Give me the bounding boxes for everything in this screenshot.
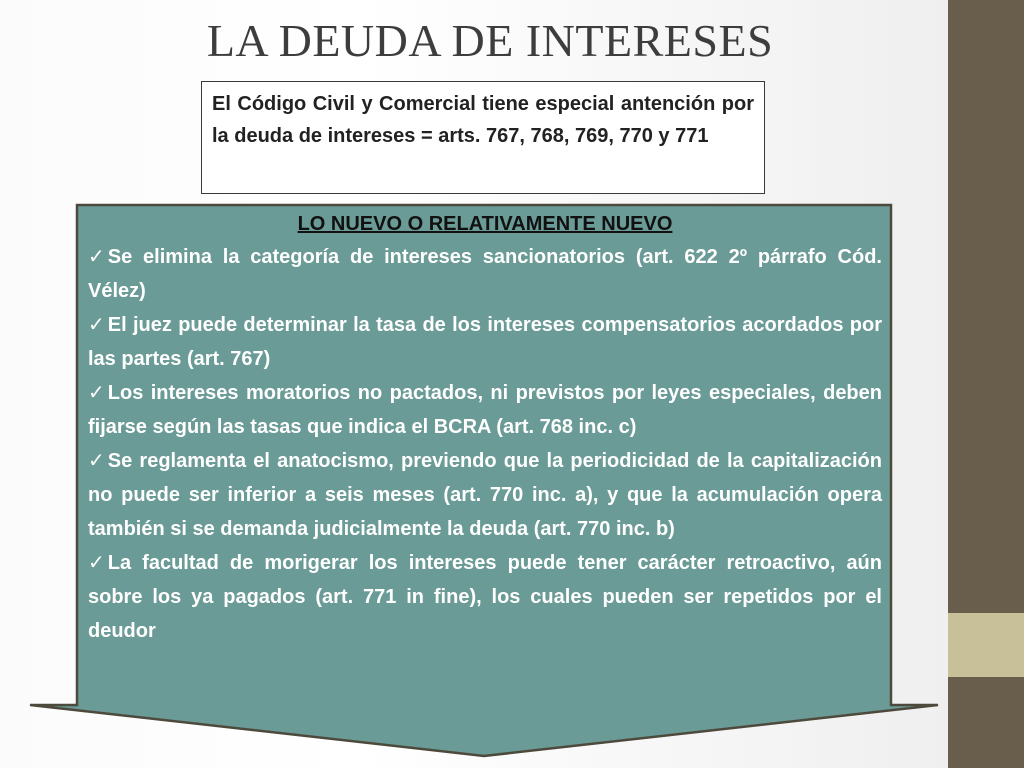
check-icon: ✓ [88,314,105,336]
list-item-text: Se reglamenta el anatocismo, previendo que la periodicidad de la capitalización no puede ser inferior a seis meses (art. 770 inc. a), y que la acumulación opera también si se demanda judicialmente la deuda (art. 770 inc. b) [88,450,882,540]
list-item [88,546,882,648]
section-heading: LO NUEVO O RELATIVAMENTE NUEVO [297,213,673,235]
list-item-text: La facultad de morigerar los intereses puede tener carácter retroactivo, aún sobre los ya pagados (art. 771 in fine), los cuales pueden ser repetidos por el deudor [88,552,882,642]
page-title: LA DEUDA DE INTERESES [206,15,774,66]
check-icon: ✓ [88,246,105,268]
check-icon: ✓ [88,382,105,404]
bullet-list [88,240,882,648]
intro-text: El Código Civil y Comercial tiene especial antención por la deuda de intereses = arts. 767, 768, 769, 770 y 771 [212,93,754,147]
check-icon: ✓ [88,450,105,472]
list-item-text: El juez puede determinar la tasa de los intereses compensatorios acordados por las partes (art. 767) [88,314,882,370]
list-item [88,240,882,308]
list-item-text: Los intereses moratorios no pactados, ni previstos por leyes especiales, deben fijarse según las tasas que indica el BCRA (art. 768 inc. c) [88,382,882,438]
list-item-text: Se elimina la categoría de intereses sancionatorios (art. 622 2º párrafo Cód. Vélez) [88,246,882,302]
list-item [88,444,882,546]
list-item [88,308,882,376]
list-item [88,376,882,444]
content-panel [78,206,890,716]
check-icon: ✓ [88,552,105,574]
